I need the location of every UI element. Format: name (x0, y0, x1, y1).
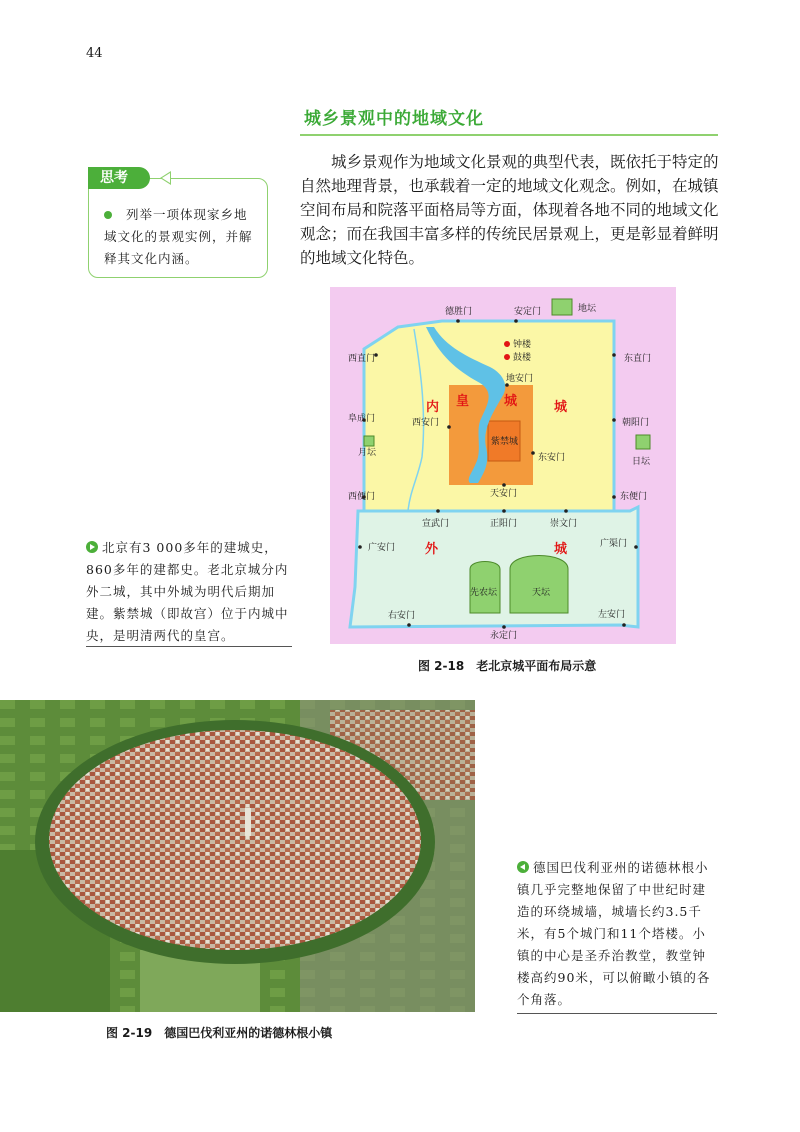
label-gulou: 鼓楼 (513, 353, 532, 363)
label-zijincheng: 紫禁城 (491, 437, 519, 447)
figure-19-side-text (517, 857, 717, 1011)
ritan-square (636, 435, 650, 449)
arrow-left-icon (160, 171, 171, 185)
gate-xianmen: 西安门 (412, 418, 440, 428)
title-divider (300, 134, 718, 136)
beijing-map (330, 287, 676, 644)
label-zhonglou: 钟楼 (513, 340, 532, 350)
gate-fuchengmen: 阜成门 (348, 414, 376, 424)
figure-18-side-rule (86, 646, 292, 647)
figure-19-caption: 图 2-19 德国巴伐利亚州的诺德林根小镇 (106, 1026, 333, 1040)
label-cheng-inner: 城 (554, 400, 568, 415)
label-ritan: 日坛 (632, 457, 651, 467)
gate-youanmen: 右安门 (388, 611, 416, 621)
gate-dongbianmen: 东便门 (620, 492, 648, 502)
label-wai: 外 (425, 542, 439, 557)
gate-guangqumen: 广渠门 (600, 539, 628, 549)
gate-zuoanmen: 左安门 (598, 610, 626, 620)
gate-guanganmen: 广安门 (368, 543, 396, 553)
label-tiantan: 天坛 (532, 588, 551, 598)
label-cheng-outer: 城 (554, 542, 568, 557)
gate-chaoyangmen: 朝阳门 (622, 418, 650, 428)
gate-xizhimen: 西直门 (348, 354, 376, 364)
figure-18-caption: 图 2-18 老北京城平面布局示意 (418, 659, 597, 673)
gulou-dot (504, 354, 510, 360)
beijing-map-svg (330, 287, 676, 644)
gate-yongdingmen: 永定门 (490, 631, 518, 641)
yuetan-square (364, 436, 374, 446)
body-paragraph: 城乡景观作为地域文化景观的典型代表，既依托于特定的自然地理背景，也承载着一定的地域文化观念。例如，在城镇空间布局和院落平面格局等方面，体现着各地不同的地域文化观念；而在我国丰富多样的传统民居景观上，更是彰显着鲜明的地域文化特色。 (300, 153, 719, 267)
gate-zhengyangmen: 正阳门 (490, 519, 518, 529)
figure-18-side-text (86, 537, 292, 647)
figure-19-side-rule (517, 1013, 717, 1014)
gate-andingmen: 安定门 (514, 307, 542, 317)
ditan-square (552, 299, 572, 315)
play-left-icon (517, 861, 529, 873)
think-text: 列举一项体现家乡地域文化的景观实例，并解释其文化内涵。 (104, 207, 253, 266)
section-title: 城乡景观中的地域文化 (304, 109, 484, 129)
gate-dongAnmen: 东安门 (538, 453, 566, 463)
nordlingen-aerial-photo (0, 700, 475, 1012)
label-nei: 内 (426, 400, 440, 415)
figure-18-side-text-content: 北京有3 000多年的建城史，860多年的建都史。老北京城分内外二城，其中外城为明代后期加建。紫禁城（即故宫）位于内城中央，是明清两代的皇宫。 (86, 540, 289, 643)
page-number: 44 (86, 46, 103, 61)
tiantan-area (510, 556, 568, 614)
gate-xuanwumen: 宣武门 (422, 519, 450, 529)
gate-tiananmen: 天安门 (490, 489, 518, 499)
think-tag: 思考 (88, 167, 150, 189)
label-xiannongtan: 先农坛 (470, 588, 498, 598)
zhonglou-dot (504, 341, 510, 347)
gate-xibianmen: 西便门 (348, 492, 376, 502)
label-huang: 皇 (456, 394, 470, 409)
gate-dongzhimen: 东直门 (624, 354, 652, 364)
gate-chongwenmen: 崇文门 (550, 519, 578, 529)
gate-dianmen: 地安门 (506, 374, 534, 384)
play-right-icon (86, 541, 98, 553)
gate-deshengmen: 德胜门 (445, 307, 473, 317)
label-yuetan: 月坛 (358, 448, 377, 458)
label-cheng-imperial: 城 (504, 394, 518, 409)
figure-19-side-text-content: 德国巴伐利亚州的诺德林根小镇几乎完整地保留了中世纪时建造的环绕城墙，城墙长约3.5千米，有5个城门和11个塔楼。小镇的中心是圣乔治教堂，教堂钟楼高约90米，可以俯瞰小镇的各个角落。 (517, 860, 711, 1007)
label-ditan: 地坛 (578, 304, 597, 314)
